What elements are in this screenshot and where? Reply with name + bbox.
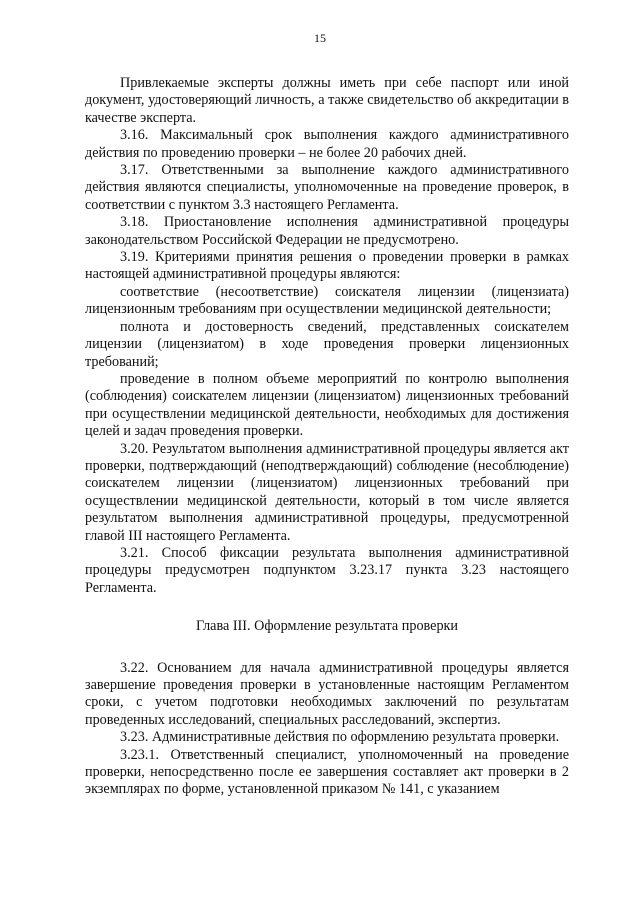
paragraph-3-20: 3.20. Результатом выполнения административной процедуры является акт проверки, подтверждающий (неподтверждающий) соблюдение (несоблюдение) соискателем лицензии (лицензиатом) лицензионных требований при осуществлении медицинской деятельности, который в том числе является результатом выполнения административной процедуры, предусмотренной главой III настоящего Регламента. (85, 440, 569, 544)
paragraph-3-19: 3.19. Критериями принятия решения о проведении проверки в рамках настоящей административной процедуры являются: (85, 249, 569, 283)
page-number: 15 (314, 31, 326, 45)
chapter-heading: Глава III. Оформление результата проверки (195, 618, 459, 635)
paragraph-3-17: 3.17. Ответственными за выполнение каждого административного действия являются специалисты, уполномоченные на проведение проверок, в соответствии с пунктом 3.3 настоящего Регламента. (85, 162, 569, 213)
document-body (85, 75, 569, 799)
paragraph-3-22: 3.22. Основанием для начала административной процедуры является завершение проведения проверки в установленные настоящим Регламентом сроки, с учетом подготовки необходимых заключений по результатам проведенных исследований, специальных расследований, экспертиз. (85, 659, 569, 728)
paragraph-3-23: 3.23. Административные действия по оформлению результата проверки. (120, 729, 560, 746)
criteria-item-measures: проведение в полном объеме мероприятий по контролю выполнения (соблюдения) соискателем лицензии (лицензиатом) лицензионных требований при осуществлении медицинской деятельности, необходимых для достижения целей и задач проведения проверки. (85, 370, 569, 440)
paragraph-3-18: 3.18. Приостановление исполнения административной процедуры законодательством Российской Федерации не предусмотрено. (85, 214, 569, 248)
criteria-item-compliance: соответствие (несоответствие) соискателя лицензии (лицензиата) лицензионным требованиям при осуществлении медицинской деятельности; (85, 283, 569, 318)
paragraph-3-21: 3.21. Способ фиксации результата выполнения административной процедуры предусмотрен подпунктом 3.23.17 пункта 3.23 настоящего Регламента. (85, 544, 569, 596)
criteria-item-completeness: полнота и достоверность сведений, представленных соискателем лицензии (лицензиатом) в ходе проведения проверки лицензионных требований; (85, 318, 569, 370)
paragraph-experts: Привлекаемые эксперты должны иметь при себе паспорт или иной документ, удостоверяющий личность, а также свидетельство об аккредитации в качестве эксперта. (85, 75, 569, 126)
paragraph-3-16: 3.16. Максимальный срок выполнения каждого административного действия по проведению проверки – не более 20 рабочих дней. (85, 127, 569, 161)
paragraph-3-23-1: 3.23.1. Ответственный специалист, уполномоченный на проведение проверки, непосредственно после ее завершения составляет акт проверки в 2 экземплярах по форме, установленной приказом № 141, с указанием (85, 746, 569, 798)
